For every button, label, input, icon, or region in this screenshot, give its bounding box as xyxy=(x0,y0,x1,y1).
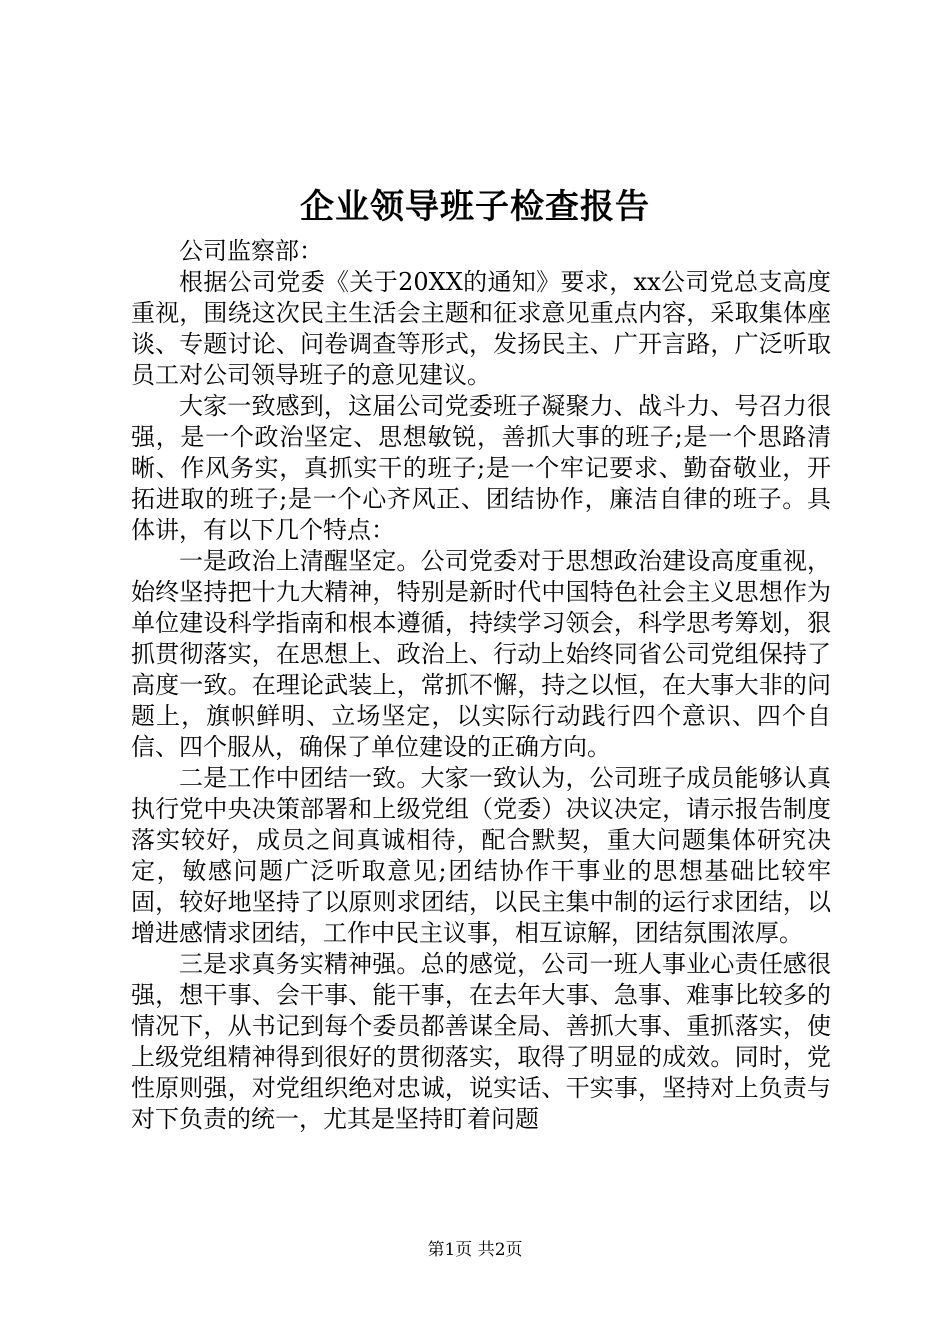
document-body xyxy=(131,236,831,1135)
paragraph-point-two: 二是工作中团结一致。大家一致认为，公司班子成员能够认真执行党中央决策部署和上级党组（党委）决议决定，请示报告制度落实较好，成员之间真诚相待，配合默契，重大问题集体研究决定，敏感问题广泛听取意见;团结协作干事业的思想基础比较牢固，较好地坚持了以原则求团结，以民主集中制的运行求团结，以增进感情求团结，工作中民主议事，相互谅解，团结氛围浓厚。 xyxy=(131,764,831,947)
paragraph-intro: 根据公司党委《关于20XX的通知》要求，xx公司党总支高度重视，围绕这次民主生活会主题和征求意见重点内容，采取集体座谈、专题讨论、问卷调查等形式，发扬民主、广开言路，广泛听取员工对公司领导班子的意见建议。 xyxy=(131,268,831,389)
page-number-footer: 第1页 共2页 xyxy=(427,1240,523,1260)
paragraph-overall-impression: 大家一致感到，这届公司党委班子凝聚力、战斗力、号召力很强，是一个政治坚定、思想敏锐，善抓大事的班子;是一个思路清晰、作风务实，真抓实干的班子;是一个牢记要求、勤奋敬业，开拓进取的班子;是一个心齐风正、团结协作，廉洁自律的班子。具体讲，有以下几个特点： xyxy=(131,392,831,544)
paragraph-point-three: 三是求真务实精神强。总的感觉，公司一班人事业心责任感很强，想干事、会干事、能干事，在去年大事、急事、难事比较多的情况下，从书记到每个委员都善谋全局、善抓大事、重抓落实，使上级党组精神得到很好的贯彻落实，取得了明显的成效。同时，党性原则强，对党组织绝对忠诚，说实话、干实事，坚持对上负责与对下负责的统一，尤其是坚持盯着问题 xyxy=(131,950,831,1133)
document-title: 企业领导班子检查报告 xyxy=(300,187,650,227)
salutation: 公司监察部： xyxy=(179,237,323,265)
paragraph-point-one: 一是政治上清醒坚定。公司党委对于思想政治建设高度重视，始终坚持把十九大精神，特别是新时代中国特色社会主义思想作为单位建设科学指南和根本遵循，持续学习领会，科学思考筹划，狠抓贯彻落实，在思想上、政治上、行动上始终同省公司党组保持了高度一致。在理论武装上，常抓不懈，持之以恒，在大事大非的问题上，旗帜鲜明、立场坚定，以实际行动践行四个意识、四个自信、四个服从，确保了单位建设的正确方向。 xyxy=(131,547,831,761)
